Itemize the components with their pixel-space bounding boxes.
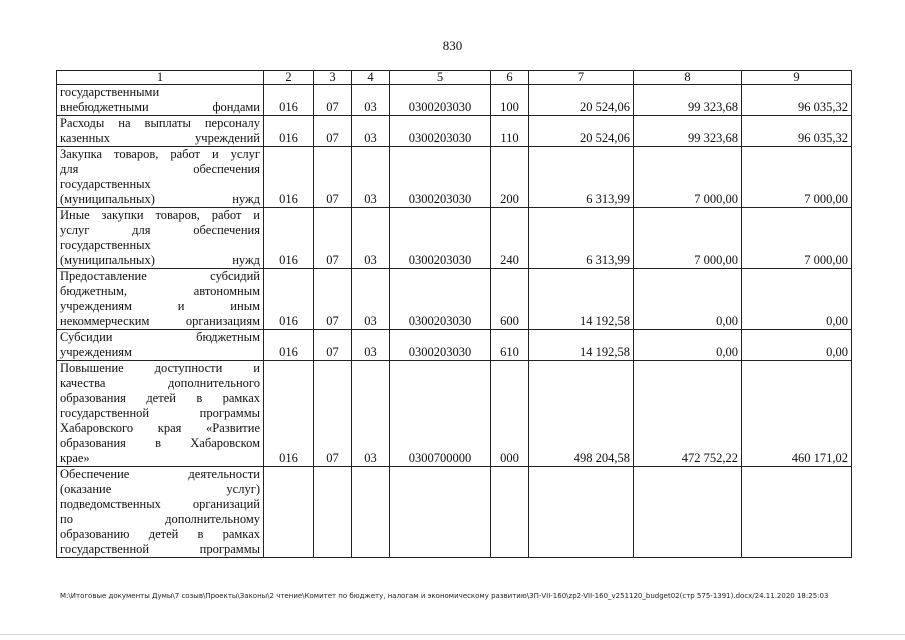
code-cell: 016	[264, 147, 314, 208]
expense-type-cell: 610	[491, 330, 529, 361]
amount-cell: 99 323,68	[634, 116, 742, 147]
column-header: 8	[634, 71, 742, 85]
column-header: 2	[264, 71, 314, 85]
amount-cell: 6 313,99	[529, 208, 634, 269]
expense-type-cell: 110	[491, 116, 529, 147]
amount-cell: 7 000,00	[742, 147, 852, 208]
target-article-cell: 0300203030	[390, 330, 491, 361]
column-header: 6	[491, 71, 529, 85]
expense-type-cell: 100	[491, 85, 529, 116]
amount-cell: 7 000,00	[634, 208, 742, 269]
table-row	[57, 85, 852, 116]
table-row	[57, 330, 852, 361]
section-cell: 07	[314, 116, 352, 147]
code-cell: 016	[264, 116, 314, 147]
column-header: 5	[390, 71, 491, 85]
table-row	[57, 147, 852, 208]
amount-cell	[634, 467, 742, 558]
target-article-cell: 0300203030	[390, 269, 491, 330]
expense-type-cell: 000	[491, 361, 529, 467]
code-cell: 016	[264, 269, 314, 330]
code-cell: 016	[264, 361, 314, 467]
table-row	[57, 208, 852, 269]
row-name-cell: Иные закупки товаров, работ и услуг для обеспечения государственных (муниципальных) нужд	[57, 208, 264, 269]
amount-cell: 99 323,68	[634, 85, 742, 116]
amount-cell: 96 035,32	[742, 85, 852, 116]
column-header: 9	[742, 71, 852, 85]
column-header: 3	[314, 71, 352, 85]
section-cell	[314, 467, 352, 558]
subsection-cell	[352, 467, 390, 558]
amount-cell: 14 192,58	[529, 330, 634, 361]
target-article-cell: 0300203030	[390, 147, 491, 208]
table-header-row	[57, 71, 852, 85]
target-article-cell: 0300203030	[390, 208, 491, 269]
page-number: 830	[442, 38, 463, 53]
amount-cell: 0,00	[634, 330, 742, 361]
target-article-cell: 0300203030	[390, 85, 491, 116]
expense-type-cell: 240	[491, 208, 529, 269]
amount-cell: 460 171,02	[742, 361, 852, 467]
amount-cell: 498 204,58	[529, 361, 634, 467]
subsection-cell: 03	[352, 85, 390, 116]
target-article-cell	[390, 467, 491, 558]
section-cell: 07	[314, 147, 352, 208]
row-name-cell: Закупка товаров, работ и услуг для обеспечения государственных (муниципальных) нужд	[57, 147, 264, 208]
section-cell: 07	[314, 85, 352, 116]
table-row	[57, 116, 852, 147]
expense-type-cell: 600	[491, 269, 529, 330]
amount-cell: 0,00	[742, 269, 852, 330]
column-header: 4	[352, 71, 390, 85]
document-file-path: M:\Итоговые документы Думы\7 созыв\Проекты\Законы\2 чтение\Комитет по бюджету, налогам и экономическому развитию\ЗП-VII-160\zp2-VII-160_v251120_budget02(стр 575-1391).docx/24.11.2020 18:25:03	[60, 592, 829, 600]
target-article-cell: 0300700000	[390, 361, 491, 467]
subsection-cell: 03	[352, 330, 390, 361]
amount-cell	[742, 467, 852, 558]
table-row	[57, 361, 852, 467]
expense-type-cell: 200	[491, 147, 529, 208]
amount-cell: 0,00	[742, 330, 852, 361]
code-cell: 016	[264, 330, 314, 361]
amount-cell: 14 192,58	[529, 269, 634, 330]
amount-cell: 7 000,00	[742, 208, 852, 269]
row-name-cell: Субсидии бюджетным учреждениям	[57, 330, 264, 361]
amount-cell: 20 524,06	[529, 116, 634, 147]
page-edge-divider	[0, 634, 905, 635]
target-article-cell: 0300203030	[390, 116, 491, 147]
subsection-cell: 03	[352, 269, 390, 330]
expense-type-cell	[491, 467, 529, 558]
subsection-cell: 03	[352, 147, 390, 208]
section-cell: 07	[314, 269, 352, 330]
row-name-cell: Расходы на выплаты персоналу казенных учреждений	[57, 116, 264, 147]
row-name-cell: Повышение доступности и качества дополнительного образования детей в рамках государственной программы Хабаровского края «Развитие образования в Хабаровском крае»	[57, 361, 264, 467]
amount-cell: 0,00	[634, 269, 742, 330]
amount-cell	[529, 467, 634, 558]
subsection-cell: 03	[352, 116, 390, 147]
amount-cell: 96 035,32	[742, 116, 852, 147]
row-name-cell: государственными внебюджетными фондами	[57, 85, 264, 116]
code-cell: 016	[264, 208, 314, 269]
column-header: 7	[529, 71, 634, 85]
budget-table	[56, 70, 852, 558]
subsection-cell: 03	[352, 208, 390, 269]
table-row	[57, 269, 852, 330]
amount-cell: 7 000,00	[634, 147, 742, 208]
column-header: 1	[57, 71, 264, 85]
code-cell: 016	[264, 85, 314, 116]
row-name-cell: Предоставление субсидий бюджетным, автономным учреждениям и иным некоммерческим организациям	[57, 269, 264, 330]
amount-cell: 6 313,99	[529, 147, 634, 208]
section-cell: 07	[314, 330, 352, 361]
table-body	[57, 85, 852, 558]
section-cell: 07	[314, 361, 352, 467]
subsection-cell: 03	[352, 361, 390, 467]
section-cell: 07	[314, 208, 352, 269]
code-cell	[264, 467, 314, 558]
row-name-cell: Обеспечение деятельности (оказание услуг) подведомственных организаций по дополнительному образованию детей в рамках государственной программы	[57, 467, 264, 558]
amount-cell: 20 524,06	[529, 85, 634, 116]
table-row	[57, 467, 852, 558]
amount-cell: 472 752,22	[634, 361, 742, 467]
